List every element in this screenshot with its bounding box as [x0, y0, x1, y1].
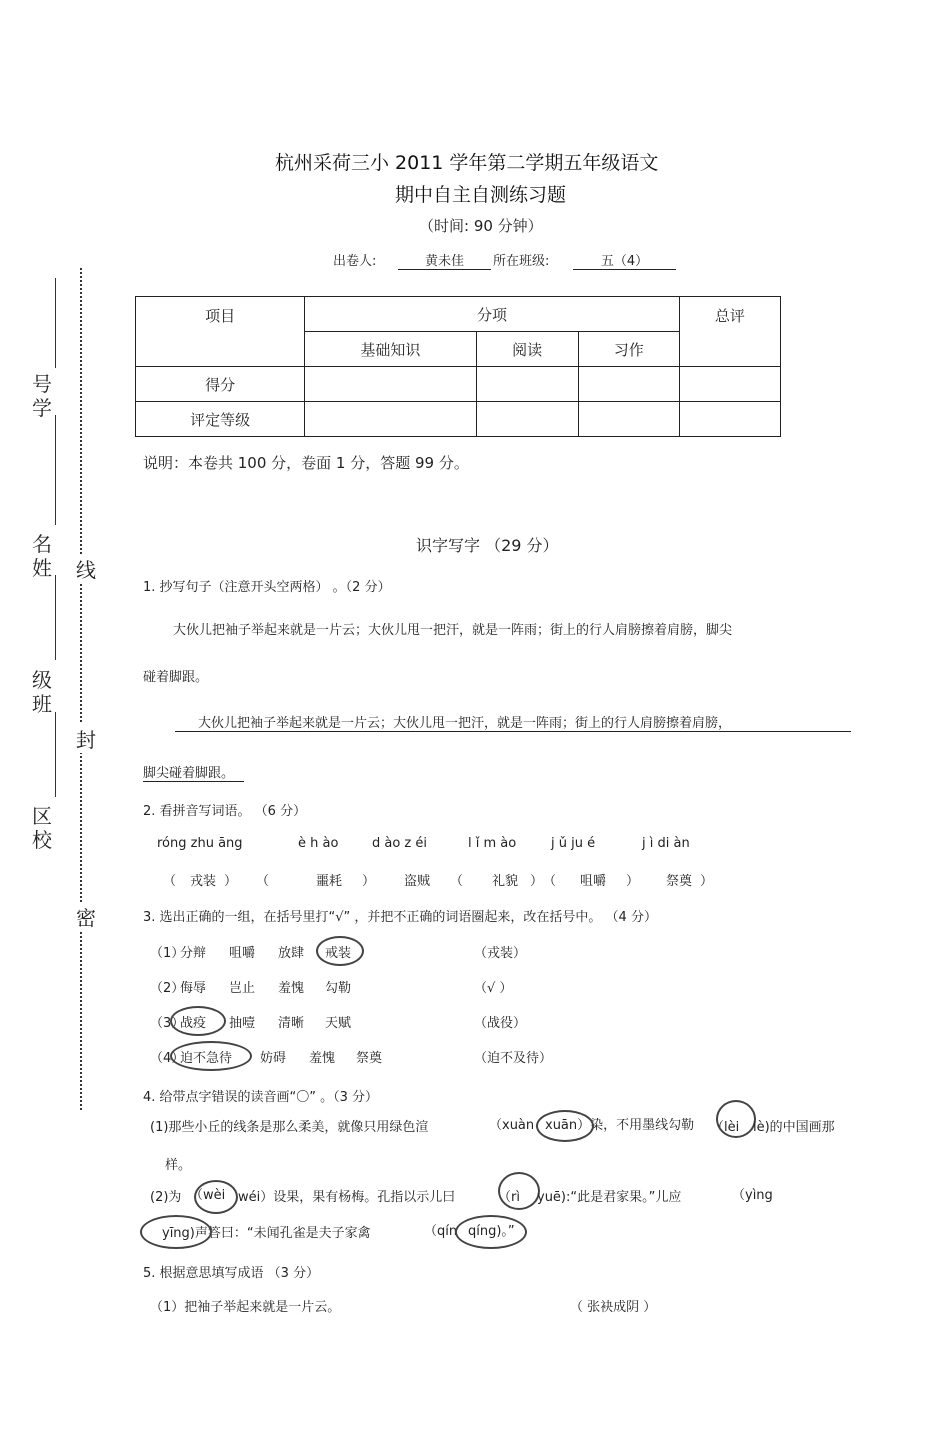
- pronunciation-circle: [455, 1215, 527, 1249]
- table-sub-reading: 阅读: [476, 332, 578, 367]
- pronunciation-circle: [140, 1215, 212, 1249]
- side-rule: [55, 575, 56, 660]
- side-label-ming: 名: [32, 532, 52, 556]
- answer-word[interactable]: （ 张袂成阴 ）: [570, 1300, 657, 1315]
- table-cell[interactable]: [476, 402, 578, 437]
- seal-char-mi: 密: [76, 902, 96, 931]
- exam-time: （时间: 90 分钟）: [419, 217, 543, 235]
- answer-word[interactable]: 礼貌: [492, 874, 519, 889]
- doc-title-line2: 期中自主自测练习题: [395, 184, 567, 206]
- word: 天赋: [325, 1016, 352, 1031]
- section-heading: 识字写字 （29 分）: [416, 536, 559, 555]
- sentence-text: wéi）设果，果有杨梅。孔指以示儿曰: [238, 1190, 456, 1205]
- word: 分辩: [180, 946, 207, 961]
- pinyin-item: d ào z éi: [372, 836, 428, 851]
- paren-close: ）: [626, 874, 640, 889]
- word: 羞愧: [278, 981, 305, 996]
- pinyin-option: （lèi: [711, 1120, 740, 1135]
- side-label-hao: 号: [32, 372, 52, 396]
- row-number: （1）: [150, 946, 185, 961]
- exam-note: 说明：本卷共 100 分，卷面 1 分，答题 99 分。: [143, 454, 469, 472]
- paren-open: （: [450, 874, 464, 889]
- side-label-qu: 区: [32, 804, 52, 828]
- pinyin-option: qíng)。”: [468, 1224, 515, 1239]
- table-row-grade: 评定等级: [136, 402, 305, 437]
- paren-close: ）: [362, 874, 376, 889]
- pinyin-option: （rì: [498, 1190, 520, 1205]
- paren-open: （: [256, 874, 270, 889]
- table-header-item: 项目: [136, 297, 305, 367]
- author-label: 出卷人:: [333, 254, 377, 269]
- table-cell[interactable]: [305, 367, 476, 402]
- side-rule: [55, 415, 56, 525]
- pronunciation-circle: [536, 1110, 594, 1142]
- word: 抽噎: [229, 1016, 256, 1031]
- sentence-text: yuē):“此是君家果。”儿应: [537, 1190, 682, 1205]
- table-cell[interactable]: [578, 402, 679, 437]
- pinyin-item: j ǔ ju é: [551, 836, 596, 851]
- word: 清晰: [278, 1016, 305, 1031]
- paren-close: ）: [224, 874, 238, 889]
- side-label-ji: 级: [32, 668, 52, 692]
- side-label-ban: 班: [32, 692, 52, 716]
- question-1-answer-line[interactable]: 大伙儿把袖子举起来就是一片云；大伙儿甩一把汗，就是一阵雨；街上的行人肩膀擦着肩膀，: [175, 712, 851, 732]
- question-4-stem: 4. 给带点字错误的读音画“〇” 。（3 分）: [143, 1090, 379, 1105]
- side-rule: [55, 278, 56, 368]
- question-2-stem: 2. 看拼音写词语。 （6 分）: [143, 804, 307, 819]
- table-header-sub: 分项: [305, 297, 680, 332]
- word: 祭奠: [356, 1051, 383, 1066]
- word: 迫不急待: [180, 1051, 233, 1066]
- score-table: [135, 296, 781, 437]
- seal-char-feng: 封: [76, 724, 96, 753]
- answer-word[interactable]: （战役）: [474, 1016, 527, 1031]
- row-number: （2）: [150, 981, 185, 996]
- answer-word[interactable]: 咀嚼: [580, 874, 607, 889]
- question-1-answer-line[interactable]: 脚尖碰着脚跟。: [143, 762, 244, 782]
- paren-close: ）: [700, 874, 714, 889]
- paren-close: ）: [530, 874, 544, 889]
- word: 岂止: [229, 981, 256, 996]
- word: 侮辱: [180, 981, 207, 996]
- row-number: （3）: [150, 1016, 185, 1031]
- answer-word[interactable]: 盗贼: [404, 874, 431, 889]
- pinyin-option: xuān）染，不用墨线勾勒: [545, 1118, 695, 1133]
- paren-open: （: [543, 874, 557, 889]
- class-label: 所在班级:: [493, 254, 550, 269]
- correction-circle: [170, 1006, 226, 1036]
- question-3-stem: 3. 选出正确的一组，在括号里打“√” ，并把不正确的词语圈起来，改在括号中。 （4 分）: [143, 910, 657, 925]
- question-1-stem: 1. 抄写句子（注意开头空两格） 。（2 分）: [143, 580, 391, 595]
- word: 咀嚼: [229, 946, 256, 961]
- class-value: 五（4）: [573, 250, 676, 270]
- pinyin-item: j ì di àn: [642, 836, 690, 851]
- word: 戒装: [325, 946, 352, 961]
- pinyin-option: yīng)声答曰：“未闻孔雀是夫子家禽: [162, 1226, 371, 1241]
- sentence-text: lè)的中国画那: [753, 1120, 835, 1135]
- row-number: （4）: [150, 1051, 185, 1066]
- answer-word[interactable]: （迫不及待）: [474, 1051, 553, 1066]
- pronunciation-circle: [194, 1180, 238, 1214]
- binding-dotted-line: [80, 268, 82, 1110]
- table-cell[interactable]: [476, 367, 578, 402]
- idiom-prompt: （1）把袖子举起来就是一片云。: [150, 1300, 341, 1315]
- word: 妨碍: [260, 1051, 287, 1066]
- pinyin-item: è h ào: [298, 836, 339, 851]
- answer-word[interactable]: （戎装）: [474, 946, 527, 961]
- pinyin-option: （qín: [424, 1224, 458, 1239]
- sentence-text: (1)那些小丘的线条是那么柔美，就像只用绿色渲: [150, 1120, 429, 1135]
- table-header-total: 总评: [679, 297, 780, 367]
- pinyin-option: （xuàn: [489, 1118, 535, 1133]
- answer-word[interactable]: 噩耗: [316, 874, 343, 889]
- sentence-text: 样。: [165, 1158, 192, 1173]
- paren-open: （: [163, 874, 177, 889]
- word: 放肆: [278, 946, 305, 961]
- side-label-xing: 姓: [32, 556, 52, 580]
- pronunciation-circle: [498, 1172, 540, 1210]
- table-cell[interactable]: [679, 402, 780, 437]
- pinyin-item: róng zhu āng: [157, 836, 243, 851]
- answer-word[interactable]: （√ ）: [474, 981, 513, 996]
- table-cell[interactable]: [578, 367, 679, 402]
- word: 勾勒: [325, 981, 352, 996]
- pinyin-option: （wèi: [190, 1188, 226, 1203]
- table-cell[interactable]: [305, 402, 476, 437]
- word: 战疫: [180, 1016, 207, 1031]
- question-1-text: 大伙儿把袖子举起来就是一片云；大伙儿甩一把汗，就是一阵雨；街上的行人肩膀擦着肩膀，脚尖: [173, 623, 733, 638]
- sentence-text: (2)为: [150, 1190, 182, 1205]
- word: 羞愧: [309, 1051, 336, 1066]
- pinyin-option: （yìng: [732, 1188, 773, 1203]
- correction-circle: [170, 1041, 252, 1071]
- table-row-score: 得分: [136, 367, 305, 402]
- pronunciation-circle: [716, 1100, 756, 1138]
- answer-word[interactable]: 祭奠: [666, 874, 693, 889]
- question-1-text: 碰着脚跟。: [143, 670, 209, 685]
- table-cell[interactable]: [679, 367, 780, 402]
- side-rule: [55, 712, 56, 797]
- table-sub-writing: 习作: [578, 332, 679, 367]
- pinyin-item: l ǐ m ào: [468, 836, 517, 851]
- seal-char-xian: 线: [76, 554, 96, 583]
- answer-word[interactable]: 戎装: [190, 874, 217, 889]
- correction-circle: [316, 936, 364, 966]
- question-5-stem: 5. 根据意思填写成语 （3 分）: [143, 1266, 320, 1281]
- doc-title-line1: 杭州采荷三小 2011 学年第二学期五年级语文: [275, 152, 659, 174]
- side-label-xue: 学: [32, 396, 52, 420]
- author-name: 黄未佳: [398, 250, 491, 270]
- side-label-xiao: 校: [32, 828, 52, 852]
- table-sub-basic: 基础知识: [305, 332, 476, 367]
